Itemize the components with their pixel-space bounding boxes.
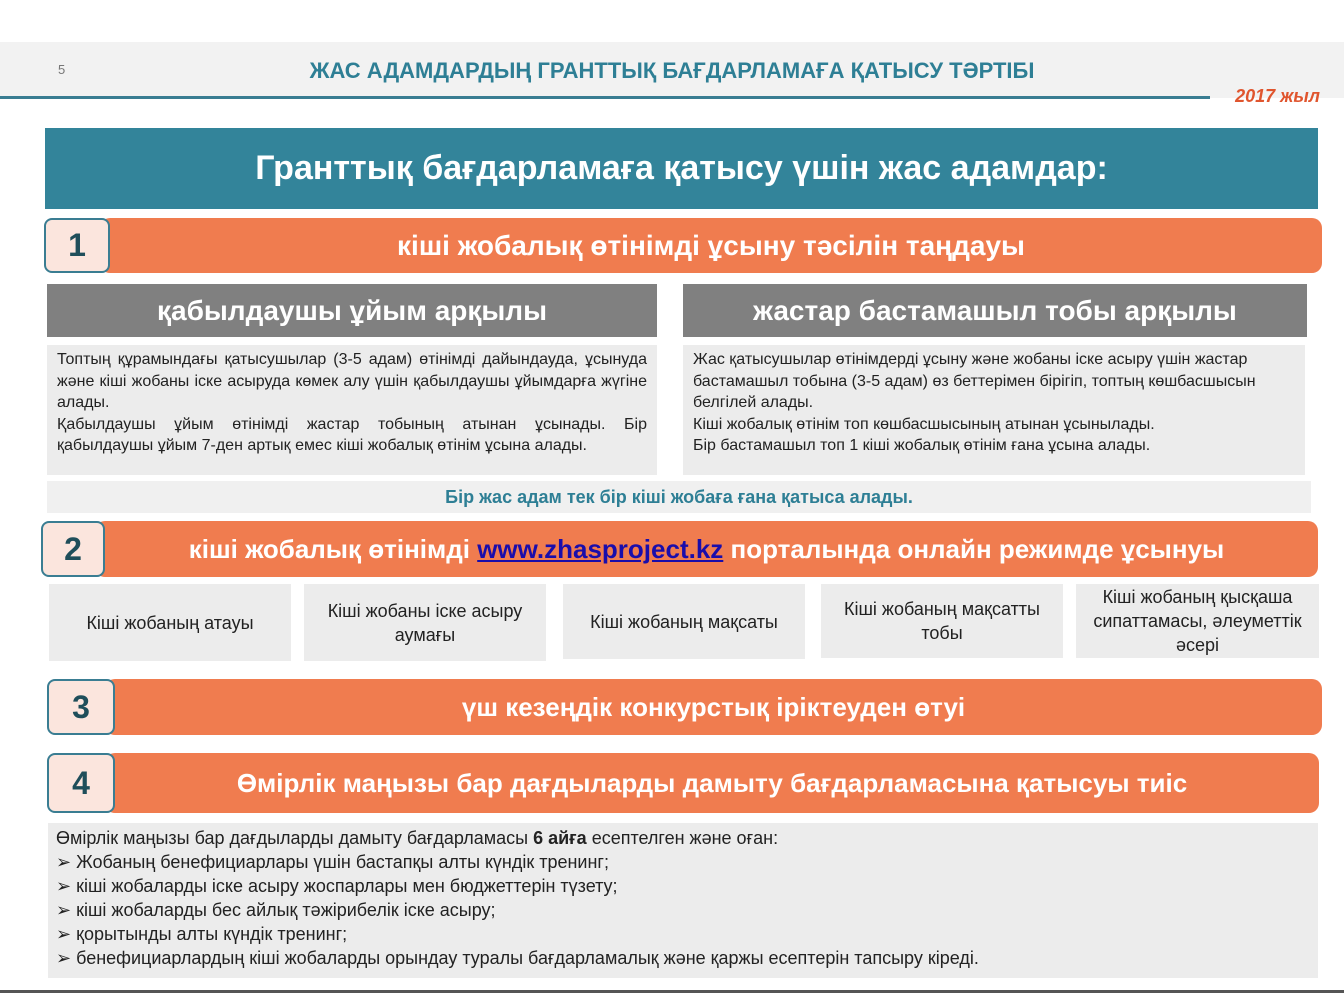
list-item-text: бенефициарлардың кіші жобаларды орындау туралы бағдарламалық және қаржы есептерін тапсыру кіреді. <box>76 948 979 968</box>
page-number: 5 <box>58 62 66 77</box>
step-3-bar: үш кезеңдік конкурстық іріктеуден өтуі <box>105 679 1322 735</box>
field-project-territory: Кіші жобаны іске асыру аумағы <box>304 584 546 661</box>
text-line: Топтың құрамындағы қатысушылар (3-5 адам) өтінімді дайындауда, ұсынуда және кіші жобаны іске асыруда көмек алу үшін қабылдаушы ұйымдарға жүгіне алады. <box>57 351 647 411</box>
list-item-text: қорытынды алты күндік тренинг; <box>76 924 348 944</box>
text-line: Жас қатысушылар өтінімдерді ұсыну және жобаны іске асыру үшін жастар бастамашыл тобына (3-5 адам) өз беттерімен бірігіп, топтың көшбасшысын белгілей алады. <box>693 351 1256 411</box>
list-item <box>56 922 1310 946</box>
year-label: 2017 жыл <box>1235 86 1320 106</box>
arrow-bullet-icon: ➢ <box>56 876 72 896</box>
arrow-bullet-icon: ➢ <box>56 924 72 944</box>
list-item <box>56 898 1310 922</box>
step-3-number: 3 <box>47 679 115 735</box>
step-2-label: кіші жобалық өтінімді <box>188 533 478 564</box>
option-host-organization-text <box>47 345 657 475</box>
text-line: Кіші жобалық өтінім топ көшбасшысының атынан ұсынылады. <box>693 415 1155 433</box>
step-4-number: 4 <box>47 753 115 813</box>
field-project-description: Кіші жобаның қысқаша сипаттамасы, әлеуметтік әсері <box>1076 584 1319 658</box>
field-project-name: Кіші жобаның атауы <box>49 584 291 661</box>
arrow-bullet-icon: ➢ <box>56 948 72 968</box>
list-item <box>56 850 1310 874</box>
intro-duration: 6 айға <box>533 828 587 848</box>
text-line: Бір бастамашыл топ 1 кіші жобалық өтінім ғана ұсына алады. <box>693 437 1151 454</box>
step-1-number: 1 <box>44 218 110 273</box>
step-2-number: 2 <box>41 521 105 577</box>
field-project-target-group: Кіші жобаның мақсатты тобы <box>821 584 1063 658</box>
program-intro <box>56 826 1310 850</box>
intro-text: Өмірлік маңызы бар дағдыларды дамыту бағдарламасы <box>56 828 534 848</box>
option-initiative-group-text <box>683 345 1305 475</box>
program-details <box>48 823 1318 978</box>
header-rule <box>0 96 1210 99</box>
list-item-text: кіші жобаларды бес айлық тәжірибелік іске асыру; <box>76 900 496 920</box>
arrow-bullet-icon: ➢ <box>56 852 72 872</box>
arrow-bullet-icon: ➢ <box>56 900 72 920</box>
step-1-bar: кіші жобалық өтінімді ұсыну тәсілін таңдауы <box>100 218 1322 273</box>
list-item-text: Жобаның бенефициарлары үшін бастапқы алты күндік тренинг; <box>76 852 609 872</box>
portal-link[interactable]: www.zhasproject.kz <box>477 533 724 564</box>
option-host-organization-title: қабылдаушы ұйым арқылы <box>47 284 657 337</box>
note-text: Бір жас адам тек бір кіші жобаға ғана қатыса алады. <box>47 481 1311 513</box>
list-item <box>56 874 1310 898</box>
list-item <box>56 946 1310 970</box>
intro-text-end: есептелген және оған: <box>586 828 779 848</box>
text-line: Қабылдаушы ұйым өтінімді жастар тобының атынан ұсынады. Бір қабылдаушы ұйым 7-ден артық емес кіші жобалық өтінім ұсына алады. <box>57 415 647 454</box>
option-initiative-group-title: жастар бастамашыл тобы арқылы <box>683 284 1307 337</box>
page-title: ЖАС АДАМДАРДЫҢ ГРАНТТЫҚ БАҒДАРЛАМАҒА ҚАТЫСУ ТӘРТІБІ <box>309 58 1035 83</box>
bottom-rule <box>0 990 1344 993</box>
main-banner: Гранттық бағдарламаға қатысу үшін жас адамдар: <box>45 128 1318 209</box>
field-project-goal: Кіші жобаның мақсаты <box>563 584 805 659</box>
step-2-label-end: порталында онлайн режимде ұсынуы <box>723 533 1225 564</box>
list-item-text: кіші жобаларды іске асыру жоспарлары мен бюджеттерін түзету; <box>76 876 618 896</box>
step-2-bar <box>95 521 1318 577</box>
step-4-bar: Өмірлік маңызы бар дағдыларды дамыту бағдарламасына қатысуы тиіс <box>105 753 1319 813</box>
